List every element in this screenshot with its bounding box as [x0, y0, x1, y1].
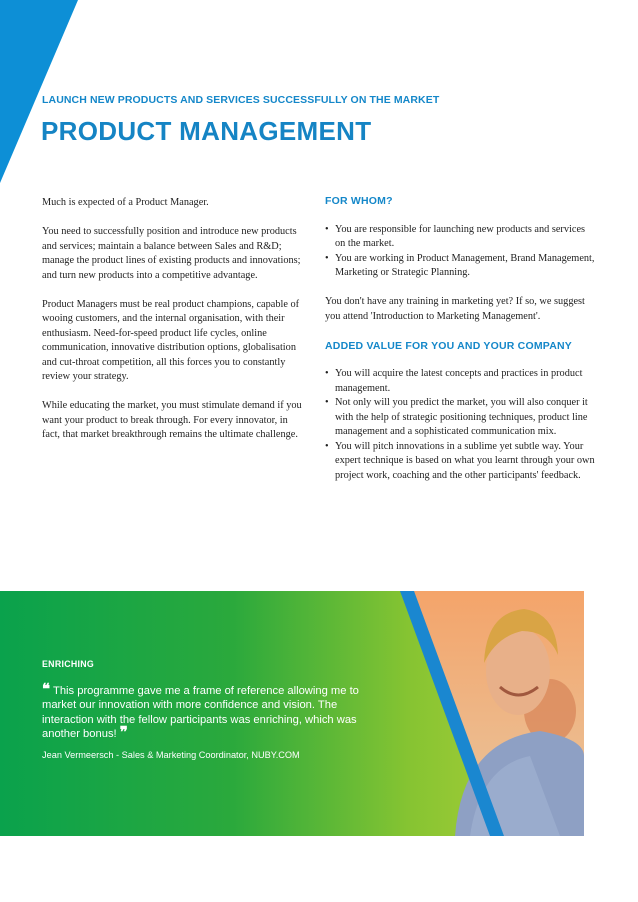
- list-item: • You are working in Product Management, Brand Management, Marketing or Strategic Planning.: [325, 252, 595, 281]
- added-value-heading: ADDED VALUE FOR YOU AND YOUR COMPANY: [325, 339, 572, 352]
- intro-paragraph: While educating the market, you must stimulate demand if you want your product to break through. For every innovator, in fact, that market breakthrough remains the ultimate challenge.: [42, 400, 302, 440]
- added-value-list: [325, 367, 595, 483]
- list-item: • You will pitch innovations in a sublime yet subtle way. Your expert technique is based on what you learnt through your own project work, coaching and the other participants' feedback.: [325, 440, 595, 484]
- quote-text: This programme gave me a frame of reference allowing me to market our innovation with more confidence and vision. The interaction with the fellow participants was enriching, which was another bonus!: [42, 685, 359, 740]
- testimonial-banner: [0, 591, 584, 836]
- page-kicker: LAUNCH NEW PRODUCTS AND SERVICES SUCCESSFULLY ON THE MARKET: [42, 94, 440, 106]
- intro-paragraph: Much is expected of a Product Manager.: [42, 197, 209, 208]
- corner-accent-stripe: [0, 0, 80, 185]
- for-whom-note: You don't have any training in marketing yet? If so, we suggest you attend 'Introduction to Marketing Management'.: [325, 296, 585, 322]
- testimonial-label: ENRICHING: [42, 659, 95, 669]
- intro-column: [42, 196, 304, 457]
- close-quote-icon: ❞: [119, 724, 128, 741]
- details-column: [325, 194, 595, 498]
- list-item: • You are responsible for launching new products and services on the market.: [325, 223, 595, 252]
- for-whom-list: [325, 223, 595, 281]
- page-title: PRODUCT MANAGEMENT: [41, 116, 372, 146]
- list-item: • You will acquire the latest concepts and practices in product management.: [325, 367, 595, 396]
- list-item: • Not only will you predict the market, you will also conquer it with the help of strategic positioning techniques, product line management and a sophisticated communication mix.: [325, 396, 595, 440]
- intro-paragraph: Product Managers must be real product champions, capable of wooing customers, and the internal organisation, with their enthusiasm. Need-for-speed product life cycles, online communication, innovative distribution options, globalisation and cut-throat competition, all this forces you to constantly review your strategy.: [42, 298, 300, 382]
- open-quote-icon: ❝: [42, 682, 51, 698]
- for-whom-heading: FOR WHOM?: [325, 195, 393, 207]
- testimonial-quote: [42, 684, 362, 741]
- testimonial-attribution: Jean Vermeersch - Sales & Marketing Coordinator, NUBY.COM: [42, 750, 300, 760]
- intro-paragraph: You need to successfully position and introduce new products and services; maintain a balance between Sales and R&D; manage the product lines of existing products and innovations; and turn new products into a competitive advantage.: [42, 226, 301, 281]
